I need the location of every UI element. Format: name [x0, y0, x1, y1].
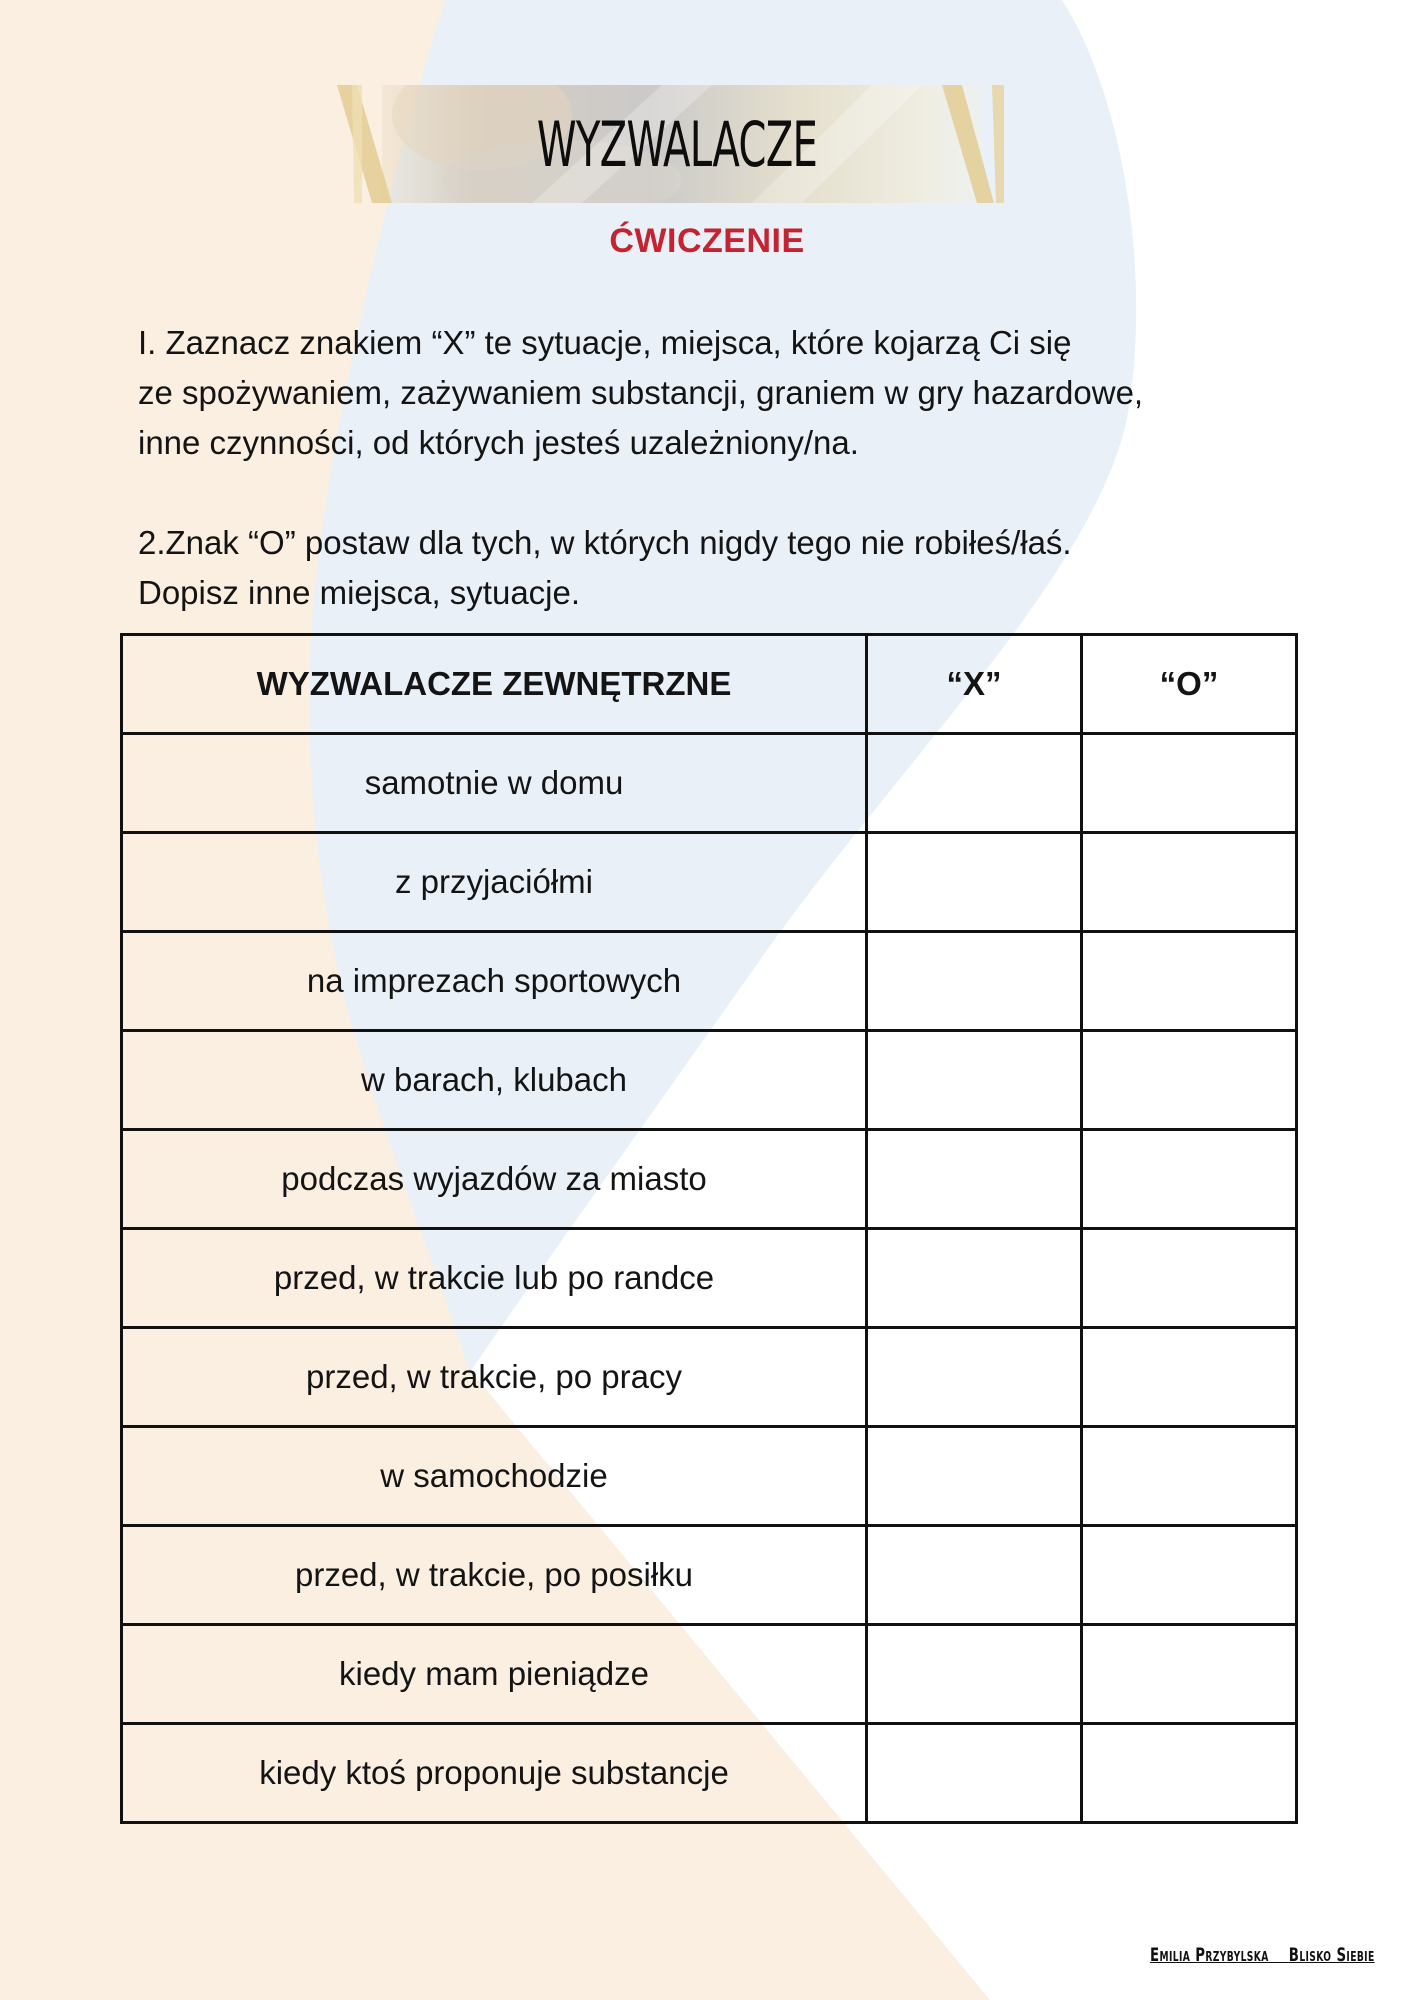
- column-header-x: “X”: [867, 635, 1082, 734]
- table-row: [122, 1229, 1297, 1328]
- x-mark-cell[interactable]: [867, 1724, 1082, 1823]
- footer-brand: Blisko Siebie: [1288, 1944, 1375, 1966]
- x-mark-cell[interactable]: [867, 833, 1082, 932]
- instruction-2-line-1: 2.Znak “O” postaw dla tych, w których nigdy tego nie robiłeś/łaś.: [138, 524, 1072, 561]
- x-mark-cell[interactable]: [867, 1229, 1082, 1328]
- trigger-label: przed, w trakcie, po posiłku: [122, 1526, 867, 1625]
- title-banner: [332, 85, 1022, 203]
- x-mark-cell[interactable]: [867, 1031, 1082, 1130]
- x-mark-cell[interactable]: [867, 932, 1082, 1031]
- trigger-label: kiedy mam pieniądze: [122, 1625, 867, 1724]
- table-row: [122, 1526, 1297, 1625]
- o-mark-cell[interactable]: [1082, 1031, 1297, 1130]
- footer-author: Emilia Przybylska: [1150, 1944, 1269, 1966]
- table-header-row: [122, 635, 1297, 734]
- instruction-1-line-2: ze spożywaniem, zażywaniem substancji, graniem w gry hazardowe,: [138, 374, 1144, 411]
- x-mark-cell[interactable]: [867, 1328, 1082, 1427]
- trigger-label: w barach, klubach: [122, 1031, 867, 1130]
- table-row: [122, 1031, 1297, 1130]
- trigger-label: z przyjaciółmi: [122, 833, 867, 932]
- o-mark-cell[interactable]: [1082, 1625, 1297, 1724]
- o-mark-cell[interactable]: [1082, 1427, 1297, 1526]
- exercise-label: ĆWICZENIE: [609, 222, 805, 260]
- o-mark-cell[interactable]: [1082, 1130, 1297, 1229]
- table-row: [122, 734, 1297, 833]
- trigger-label: samotnie w domu: [122, 734, 867, 833]
- column-header-trigger: WYZWALACZE ZEWNĘTRZNE: [122, 635, 867, 734]
- o-mark-cell[interactable]: [1082, 1229, 1297, 1328]
- x-mark-cell[interactable]: [867, 734, 1082, 833]
- trigger-label: przed, w trakcie lub po randce: [122, 1229, 867, 1328]
- table-row: [122, 1130, 1297, 1229]
- page-title: WYZWALACZE: [536, 108, 818, 181]
- o-mark-cell[interactable]: [1082, 932, 1297, 1031]
- instructions: [138, 318, 1318, 618]
- o-mark-cell[interactable]: [1082, 734, 1297, 833]
- triggers-table: [120, 633, 1298, 1824]
- trigger-label: przed, w trakcie, po pracy: [122, 1328, 867, 1427]
- table-row: [122, 1328, 1297, 1427]
- instruction-1-line-3: inne czynności, od których jesteś uzależniony/na.: [138, 424, 859, 461]
- o-mark-cell[interactable]: [1082, 1724, 1297, 1823]
- instruction-2-line-2: Dopisz inne miejsca, sytuacje.: [138, 574, 581, 611]
- o-mark-cell[interactable]: [1082, 833, 1297, 932]
- x-mark-cell[interactable]: [867, 1427, 1082, 1526]
- trigger-label: w samochodzie: [122, 1427, 867, 1526]
- instruction-1-line-1: I. Zaznacz znakiem “X” te sytuacje, miejsca, które kojarzą Ci się: [138, 324, 1072, 361]
- trigger-label: na imprezach sportowych: [122, 932, 867, 1031]
- table-row: [122, 1427, 1297, 1526]
- table-row: [122, 1625, 1297, 1724]
- x-mark-cell[interactable]: [867, 1526, 1082, 1625]
- o-mark-cell[interactable]: [1082, 1526, 1297, 1625]
- table-row: [122, 1724, 1297, 1823]
- table-row: [122, 833, 1297, 932]
- table-row: [122, 932, 1297, 1031]
- trigger-label: kiedy ktoś proponuje substancje: [122, 1724, 867, 1823]
- x-mark-cell[interactable]: [867, 1625, 1082, 1724]
- footer-credit: [1150, 1944, 1375, 1966]
- column-header-o: “O”: [1082, 635, 1297, 734]
- o-mark-cell[interactable]: [1082, 1328, 1297, 1427]
- x-mark-cell[interactable]: [867, 1130, 1082, 1229]
- trigger-label: podczas wyjazdów za miasto: [122, 1130, 867, 1229]
